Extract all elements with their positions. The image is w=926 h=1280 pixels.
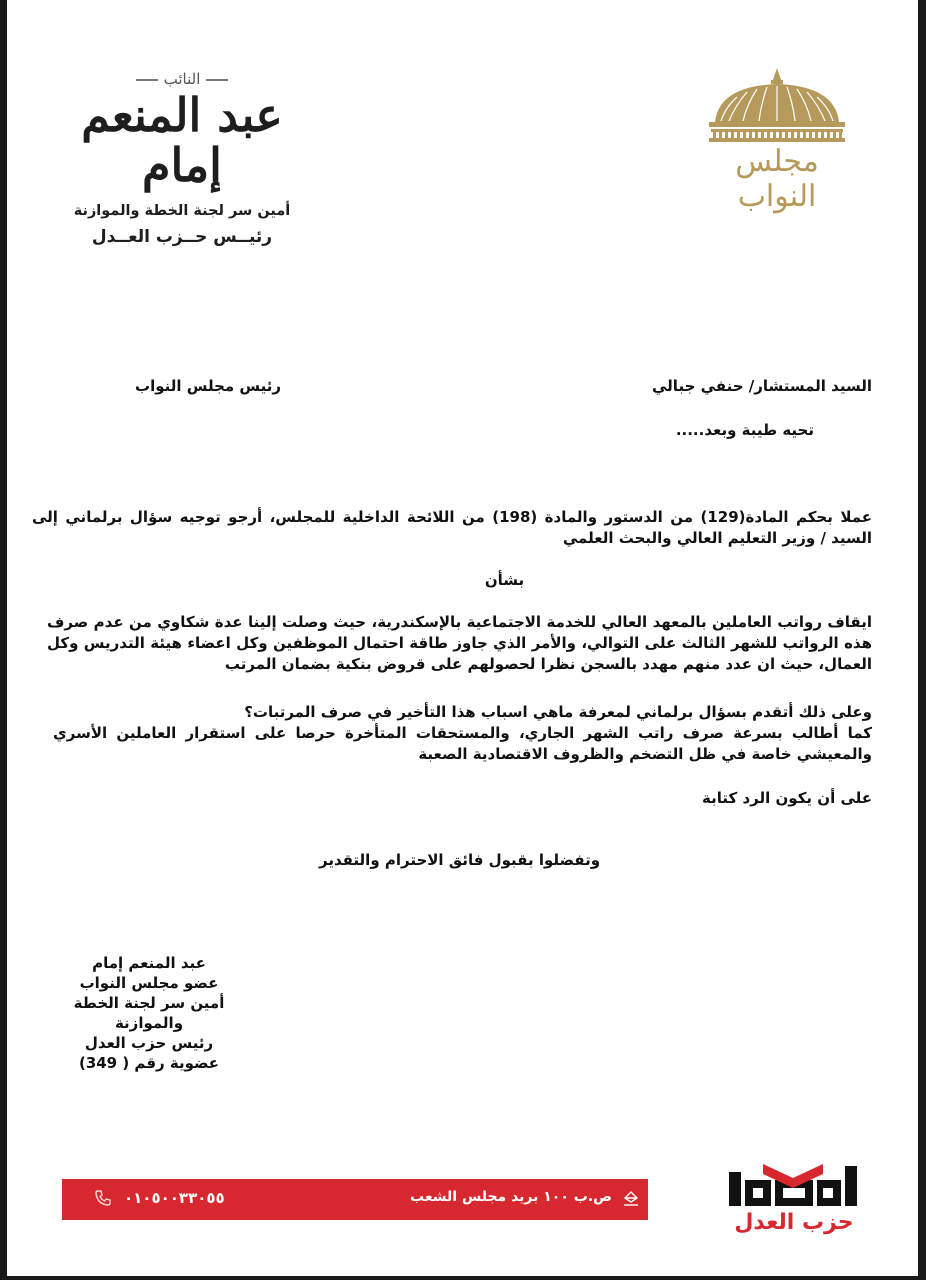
signature-party-role: رئيس حزب العدل — [84, 1034, 214, 1052]
signature-committee-role: أمين سر لجنة الخطة والموازنة — [73, 994, 225, 1032]
signature-block — [39, 953, 259, 1073]
letter-page — [7, 0, 918, 1276]
signature-name: عبد المنعم إمام — [92, 954, 206, 972]
signature-membership: عضو مجلس النواب — [79, 974, 219, 992]
phone-icon — [94, 1189, 112, 1207]
parliament-dome-icon — [697, 66, 857, 146]
footer-phone: ٠١٠٥٠٠٣٣٠٥٥ — [124, 1189, 225, 1207]
footer-address: ص.ب ١٠٠ بريد مجلس الشعب — [410, 1189, 612, 1205]
party-name: حزب العدل — [734, 1210, 854, 1235]
mp-logo — [67, 62, 297, 257]
signature-member-number: عضوية رقم ( 349) — [78, 1054, 220, 1072]
paragraph-subject: ايقاف رواتب العاملين بالمعهد العالي للخدمة الاجتماعية بالإسكندرية، حيث وصلت إلينا عدة شكاوي من عدم صرف هذه الرواتب للشهر الثالث على التوالي، والأمر الذي جاوز طاقة احتمال الموظفين وكل اعضاء هيئة التدريس وكل العمال، حيث ان عدد منهم مهدد بالسجن نظرا لحصولهم على قروض بنكية بضمان المرتب — [47, 613, 872, 673]
paragraph-question-line2: كما أطالب بسرعة صرف راتب الشهر الجاري، والمستحقات المتأخرة حرصا على استقرار العاملين الأسري والمعيشي خاصة في ظل التضخم والظروف الاقتصادية الصعبة — [53, 724, 872, 763]
paragraph-written-reply: على أن يكون الرد كتابة — [702, 789, 872, 807]
mp-role-line2: رئيــس حــزب العــدل — [91, 227, 273, 247]
mp-name-calligraphy: عبد المنعم إمام — [81, 88, 283, 192]
subject-label: بشأن — [484, 571, 525, 589]
addressee: السيد المستشار/ حنفي جبالي — [652, 377, 872, 395]
mp-role-line1: أمين سر لجنة الخطة والموازنة — [73, 203, 291, 219]
paragraph-request: عملا بحكم المادة(129) من الدستور والمادة (198) من اللائحة الداخلية للمجلس، أرجو توجيه سؤال برلماني إلى السيد / وزير التعليم العالي والبحث العلمي — [32, 508, 873, 547]
paragraph-question — [53, 702, 872, 765]
footer-contact-bar — [62, 1179, 648, 1220]
addressee-title: رئيس مجلس النواب — [135, 377, 281, 395]
mp-title-small: النائب — [67, 70, 297, 88]
party-logo-mark — [719, 1158, 869, 1210]
parliament-logo — [697, 66, 857, 214]
party-logo — [719, 1158, 869, 1243]
greeting: تحيه طيبة وبعد..... — [675, 421, 814, 439]
closing-line: وتفضلوا بقبول فائق الاحترام والتقدير — [319, 851, 601, 869]
parliament-logo-text: مجلس النواب — [735, 144, 819, 214]
envelope-icon — [622, 1189, 640, 1207]
paragraph-question-line1: وعلى ذلك أتقدم بسؤال برلماني لمعرفة ماهي اسباب هذا التأخير في صرف المرتبات؟ — [244, 703, 872, 721]
